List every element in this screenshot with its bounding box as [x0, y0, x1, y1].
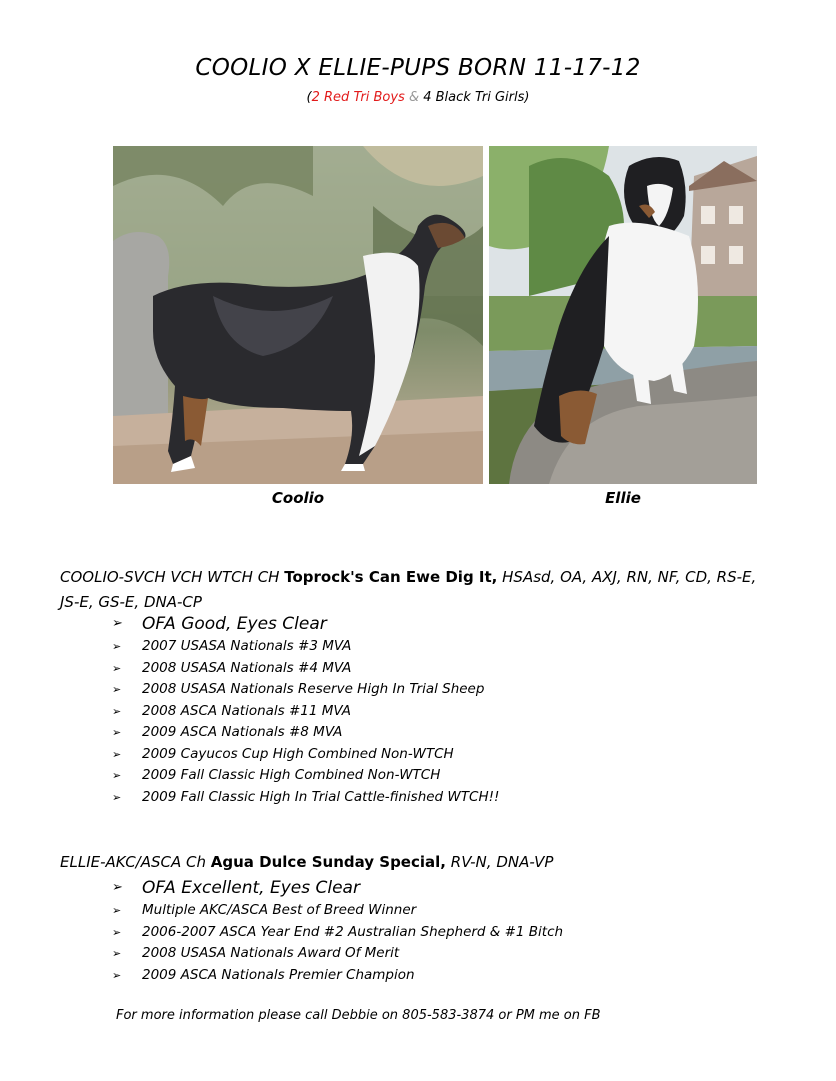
list-item: ➢ 2008 USASA Nationals Award Of Merit — [112, 943, 563, 965]
coolio-registered-name: Toprock's Can Ewe Dig It, — [284, 568, 498, 586]
black-tri-girls-text: 4 Black Tri Girls) — [423, 90, 530, 105]
coolio-photo — [113, 146, 483, 484]
arrow-bullet-icon: ➢ — [112, 947, 122, 960]
coolio-suffix: HSAsd, OA, AXJ, RN, NF, CD, RS-E, JS-E, GS-E, DNA-CP — [60, 568, 757, 611]
list-item: ➢ OFA Excellent, Eyes Clear — [112, 878, 360, 898]
arrow-bullet-icon: ➢ — [112, 683, 122, 696]
page-title: COOLIO X ELLIE-PUPS BORN 11-17-12 — [195, 55, 641, 81]
ellie-prefix: ELLIE-AKC/ASCA Ch — [60, 853, 206, 871]
arrow-bullet-icon: ➢ — [112, 968, 122, 982]
litter-subtitle — [0, 90, 836, 105]
subtitle-open: ( — [306, 90, 312, 105]
arrow-bullet-icon: ➢ — [112, 726, 122, 739]
list-item: ➢ 2009 Cayucos Cup High Combined Non-WTCH — [112, 744, 499, 766]
arrow-bullet-icon: ➢ — [112, 704, 122, 718]
coolio-achievements-list — [112, 612, 499, 808]
list-item: ➢ 2009 Fall Classic High Combined Non-WTCH — [112, 765, 499, 787]
coolio-dog-image — [113, 146, 483, 484]
ellie-achievements-list — [112, 876, 563, 986]
ampersand-text: & — [408, 90, 420, 105]
arrow-bullet-icon: ➢ — [112, 640, 122, 653]
list-item: ➢ Multiple AKC/ASCA Best of Breed Winner — [112, 900, 563, 922]
list-item: ➢ 2009 ASCA Nationals #8 MVA — [112, 722, 499, 744]
list-item: ➢ 2008 ASCA Nationals #11 MVA — [112, 701, 499, 723]
arrow-bullet-icon: ➢ — [112, 616, 123, 631]
ellie-suffix: RV-N, DNA-VP — [450, 853, 554, 871]
ellie-dog-image — [489, 146, 757, 484]
ellie-title-heading — [60, 850, 770, 875]
ellie-photo — [489, 146, 757, 484]
contact-footer: For more information please call Debbie on 805-583-3874 or PM me on FB — [116, 1008, 601, 1023]
list-item: ➢ 2009 ASCA Nationals Premier Champion — [112, 965, 563, 987]
coolio-title-heading — [60, 565, 770, 615]
list-item: ➢ OFA Good, Eyes Clear — [112, 614, 327, 634]
ellie-caption: Ellie — [605, 489, 641, 507]
list-item: ➢ 2009 Fall Classic High In Trial Cattle-finished WTCH!! — [112, 787, 499, 809]
list-item: ➢ 2008 USASA Nationals Reserve High In Trial Sheep — [112, 679, 499, 701]
arrow-bullet-icon: ➢ — [112, 925, 122, 939]
ellie-registered-name: Agua Dulce Sunday Special, — [210, 853, 446, 871]
coolio-prefix: COOLIO-SVCH VCH WTCH CH — [60, 568, 280, 586]
coolio-caption: Coolio — [271, 489, 325, 507]
list-item: ➢ 2008 USASA Nationals #4 MVA — [112, 658, 499, 680]
arrow-bullet-icon: ➢ — [112, 790, 122, 804]
list-item: ➢ 2007 USASA Nationals #3 MVA — [112, 636, 499, 658]
arrow-bullet-icon: ➢ — [112, 880, 123, 895]
red-tri-boys-text: 2 Red Tri Boys — [311, 90, 405, 105]
arrow-bullet-icon: ➢ — [112, 904, 122, 917]
arrow-bullet-icon: ➢ — [112, 747, 122, 761]
arrow-bullet-icon: ➢ — [112, 661, 122, 675]
arrow-bullet-icon: ➢ — [112, 769, 122, 782]
list-item: ➢ 2006-2007 ASCA Year End #2 Australian Shepherd & #1 Bitch — [112, 922, 563, 944]
